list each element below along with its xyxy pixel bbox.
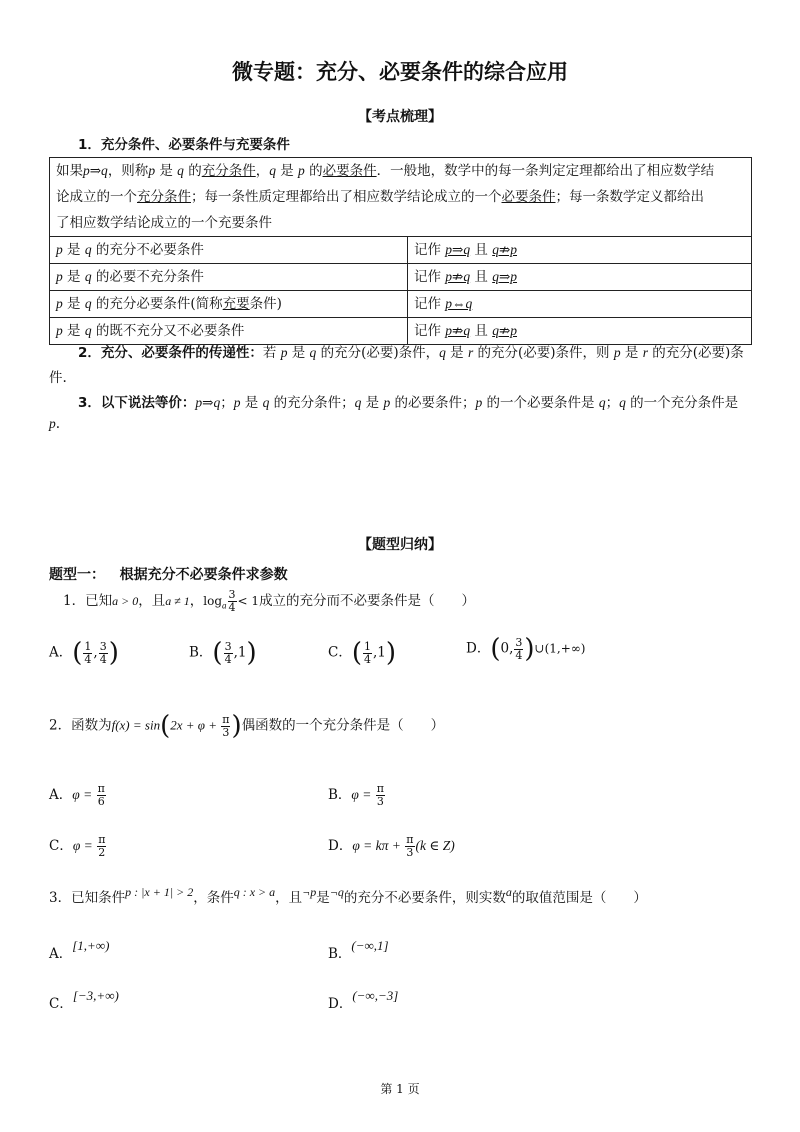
- q1-option-a[interactable]: A．( $\frac{1}{4}$ , $\frac{3}{4}$ ): [49, 638, 119, 668]
- question-3-stem: 3．已知条件p : |x + 1| > 2，条件q : x > a，且¬p是¬q的充分不必要条件，则实数a的取值范围是（ ）: [49, 885, 647, 906]
- section-heading-types: 【题型归纳】: [358, 537, 442, 553]
- q1-option-d[interactable]: D．(0, $\frac{3}{4}$ )∪(1,+∞): [466, 634, 586, 664]
- paragraph-3-cont: p.: [49, 416, 61, 432]
- table-row-intro: [50, 158, 752, 237]
- type-1-heading: 题型一： 根据充分不必要条件求参数: [49, 567, 288, 583]
- paragraph-3: 3．以下说法等价：p⇒q；p 是 q 的充分条件；q 是 p 的必要条件；p 的一个必要条件是 q；q 的一个充分条件是: [78, 395, 739, 411]
- question-2-stem: 2．函数为f(x) = sin(2x + φ + $\frac{\pi}{3}$ )偶函数的一个充分条件是（ ）: [49, 711, 445, 741]
- page-footer: 第 1 页: [380, 1082, 420, 1096]
- paragraph-2-cont: 件.: [49, 370, 67, 386]
- paragraph-2: 2．充分、必要条件的传递性：若 p 是 q 的充分(必要)条件，q 是 r 的充分(必要)条件，则 p 是 r 的充分(必要)条: [78, 345, 744, 361]
- page-title: 微专题：充分、必要条件的综合应用: [232, 60, 568, 84]
- q3-option-d[interactable]: D．(−∞,−3]: [328, 988, 399, 1012]
- section-heading-review: 【考点梳理】: [358, 109, 442, 125]
- q3-option-c[interactable]: C．[−3,+∞): [49, 988, 119, 1012]
- q2-option-b[interactable]: B．φ = $\frac{\pi}{3}$: [328, 782, 384, 808]
- q2-option-c[interactable]: C．φ = $\frac{\pi}{2}$: [49, 833, 106, 859]
- q2-option-a[interactable]: A．φ = $\frac{\pi}{6}$: [49, 782, 105, 808]
- table-intro-cell: 如果p⇒q，则称p 是 q 的充分条件，q 是 p 的必要条件．一般地，数学中的每一条判定定理都给出了相应数学结 论成立的一个充分条件；每一条性质定理都给出了相应数学结论成立的一个必要条件；每一条数学定义都给出 了相应数学结论成立的一个充要条件: [50, 158, 752, 237]
- heading-1: 1．充分条件、必要条件与充要条件: [78, 137, 290, 153]
- conditions-table: [49, 157, 752, 345]
- table-row: p 是 q 的必要不充分条件 记作 p⇏q 且 q⇒p: [50, 264, 752, 291]
- table-row: p 是 q 的既不充分又不必要条件 记作 p⇏q 且 q⇏p: [50, 318, 752, 345]
- q1-option-c[interactable]: C．( $\frac{1}{4}$ ,1): [328, 638, 397, 668]
- q1-option-b[interactable]: B．( $\frac{3}{4}$ ,1): [189, 638, 257, 668]
- table-row: p 是 q 的充分不必要条件 记作 p⇒q 且 q⇏p: [50, 237, 752, 264]
- q3-option-a[interactable]: A．[1,+∞): [49, 938, 110, 962]
- q2-option-d[interactable]: D．φ = kπ + $\frac{\pi}{3}$ (k ∈ Z): [328, 833, 455, 859]
- q3-option-b[interactable]: B．(−∞,1]: [328, 938, 389, 962]
- question-1-stem: 1．已知a > 0，且a ≠ 1，$\log_a$ $\frac{3}{4}$ < 1成立的充分而不必要条件是（ ）: [63, 588, 476, 614]
- table-row: p 是 q 的充分必要条件(简称充要条件) 记作 p⇔q: [50, 291, 752, 318]
